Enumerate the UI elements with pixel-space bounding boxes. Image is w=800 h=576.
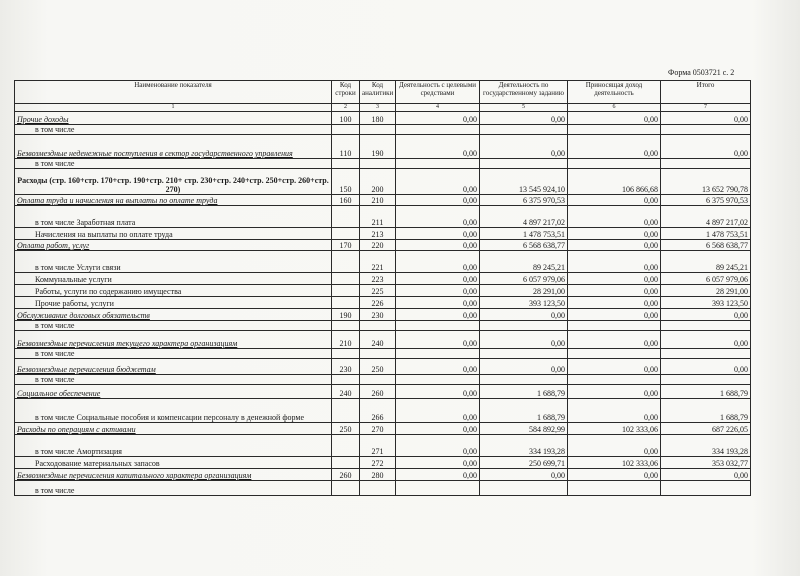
row-value-c4: 0,00 (396, 435, 480, 457)
row-value-c4: 0,00 (396, 457, 480, 469)
row-value-c4: 0,00 (396, 331, 480, 349)
row-name: в том числе (15, 481, 332, 496)
row-value-c6: 0,00 (568, 195, 661, 206)
row-value-c7 (661, 375, 751, 385)
header-targeted: Деятельность с целевыми средствами (396, 81, 480, 104)
row-line-code (332, 349, 360, 359)
table-row (15, 285, 751, 297)
form-number: Форма 0503721 с. 2 (668, 68, 735, 77)
row-line-code: 190 (332, 309, 360, 321)
row-value-c6: 0,00 (568, 297, 661, 309)
row-value-c5: 0,00 (480, 469, 568, 481)
row-analytic-code (360, 125, 396, 135)
row-analytic-code: 250 (360, 359, 396, 375)
row-name: в том числе Социальные пособия и компенсации персоналу в денежной форме (15, 399, 332, 423)
row-name: Расходование материальных запасов (15, 457, 332, 469)
table-row (15, 195, 751, 206)
column-number: 3 (360, 104, 396, 112)
row-value-c5 (480, 125, 568, 135)
row-analytic-code: 270 (360, 423, 396, 435)
row-name: Обслуживание долговых обязательств (15, 309, 332, 321)
column-number: 2 (332, 104, 360, 112)
row-value-c7 (661, 349, 751, 359)
row-value-c4: 0,00 (396, 169, 480, 195)
column-number-row (15, 104, 751, 112)
row-value-c4: 0,00 (396, 297, 480, 309)
row-value-c5: 6 057 979,06 (480, 273, 568, 285)
row-analytic-code: 200 (360, 169, 396, 195)
row-value-c6: 0,00 (568, 273, 661, 285)
row-value-c7: 687 226,05 (661, 423, 751, 435)
row-line-code (332, 481, 360, 496)
row-name: Оплата работ, услуг (15, 240, 332, 251)
row-value-c5: 89 245,21 (480, 251, 568, 273)
row-value-c7: 6 057 979,06 (661, 273, 751, 285)
row-value-c6 (568, 375, 661, 385)
row-analytic-code: 221 (360, 251, 396, 273)
row-value-c7 (661, 321, 751, 331)
row-name: в том числе (15, 349, 332, 359)
table-row (15, 457, 751, 469)
row-value-c6 (568, 321, 661, 331)
table-row (15, 349, 751, 359)
row-value-c5 (480, 159, 568, 169)
table-row (15, 135, 751, 159)
row-line-code: 100 (332, 112, 360, 125)
table-row (15, 125, 751, 135)
row-value-c6 (568, 349, 661, 359)
row-value-c5: 393 123,50 (480, 297, 568, 309)
row-name: в том числе Заработная плата (15, 206, 332, 228)
row-value-c6: 0,00 (568, 135, 661, 159)
row-analytic-code: 210 (360, 195, 396, 206)
header-income: Приносящая доход деятельность (568, 81, 661, 104)
row-line-code: 260 (332, 469, 360, 481)
row-value-c5: 6 375 970,53 (480, 195, 568, 206)
row-name: Коммунальные услуги (15, 273, 332, 285)
row-value-c7: 1 688,79 (661, 385, 751, 399)
row-line-code (332, 457, 360, 469)
row-value-c5 (480, 349, 568, 359)
row-name: в том числе (15, 159, 332, 169)
row-line-code (332, 375, 360, 385)
row-value-c4: 0,00 (396, 273, 480, 285)
header-row (15, 81, 751, 104)
row-value-c5: 6 568 638,77 (480, 240, 568, 251)
row-value-c4: 0,00 (396, 423, 480, 435)
column-number: 7 (661, 104, 751, 112)
row-value-c6: 0,00 (568, 385, 661, 399)
row-value-c4 (396, 125, 480, 135)
row-value-c5 (480, 481, 568, 496)
row-value-c7: 4 897 217,02 (661, 206, 751, 228)
table-row (15, 112, 751, 125)
table-row (15, 399, 751, 423)
row-value-c7: 353 032,77 (661, 457, 751, 469)
row-line-code: 150 (332, 169, 360, 195)
row-value-c4: 0,00 (396, 206, 480, 228)
table-row (15, 359, 751, 375)
row-analytic-code: 180 (360, 112, 396, 125)
row-value-c7: 0,00 (661, 309, 751, 321)
report-table (14, 80, 751, 496)
row-value-c4: 0,00 (396, 251, 480, 273)
header-analytic-code: Код аналитики (360, 81, 396, 104)
table-row (15, 375, 751, 385)
row-name: Безвозмездные перечисления текущего характера организациям (15, 331, 332, 349)
row-value-c4: 0,00 (396, 359, 480, 375)
row-value-c5: 13 545 924,10 (480, 169, 568, 195)
row-line-code (332, 206, 360, 228)
row-value-c4: 0,00 (396, 240, 480, 251)
row-analytic-code (360, 375, 396, 385)
row-line-code: 240 (332, 385, 360, 399)
row-analytic-code: 211 (360, 206, 396, 228)
column-number: 6 (568, 104, 661, 112)
row-line-code: 230 (332, 359, 360, 375)
row-analytic-code: 240 (360, 331, 396, 349)
table-body (15, 112, 751, 496)
row-line-code (332, 297, 360, 309)
row-value-c4 (396, 349, 480, 359)
table-row (15, 481, 751, 496)
row-value-c6: 0,00 (568, 206, 661, 228)
row-name: в том числе (15, 375, 332, 385)
row-value-c4: 0,00 (396, 135, 480, 159)
row-line-code: 210 (332, 331, 360, 349)
row-analytic-code: 220 (360, 240, 396, 251)
row-analytic-code: 226 (360, 297, 396, 309)
row-analytic-code: 280 (360, 469, 396, 481)
row-value-c4: 0,00 (396, 385, 480, 399)
row-name: Оплата труда и начисления на выплаты по оплате труда (15, 195, 332, 206)
row-value-c5: 1 478 753,51 (480, 228, 568, 240)
row-line-code: 250 (332, 423, 360, 435)
row-name: Безвозмездные неденежные поступления в сектор государственного управления (15, 135, 332, 159)
row-value-c7: 6 375 970,53 (661, 195, 751, 206)
row-analytic-code (360, 481, 396, 496)
row-line-code (332, 251, 360, 273)
row-value-c5: 1 688,79 (480, 385, 568, 399)
row-name: Расходы по операциям с активами (15, 423, 332, 435)
row-name: Прочие работы, услуги (15, 297, 332, 309)
row-value-c6: 0,00 (568, 469, 661, 481)
row-value-c6: 0,00 (568, 309, 661, 321)
row-value-c5: 0,00 (480, 359, 568, 375)
row-line-code: 110 (332, 135, 360, 159)
header-line-code: Код строки (332, 81, 360, 104)
row-line-code (332, 159, 360, 169)
row-value-c6: 0,00 (568, 331, 661, 349)
table-row (15, 228, 751, 240)
row-value-c6: 0,00 (568, 359, 661, 375)
table-row (15, 435, 751, 457)
row-value-c6: 0,00 (568, 435, 661, 457)
row-value-c4: 0,00 (396, 285, 480, 297)
header-state-task: Деятельность по государственному заданию (480, 81, 568, 104)
header-name: Наименование показателя (15, 81, 332, 104)
table-row (15, 206, 751, 228)
row-value-c5: 0,00 (480, 135, 568, 159)
table-row (15, 251, 751, 273)
row-name: Работы, услуги по содержанию имущества (15, 285, 332, 297)
row-name: Безвозмездные перечисления бюджетам (15, 359, 332, 375)
row-value-c4 (396, 481, 480, 496)
row-analytic-code: 266 (360, 399, 396, 423)
row-name: Социальное обеспечение (15, 385, 332, 399)
row-name: Прочие доходы (15, 112, 332, 125)
row-value-c7: 1 478 753,51 (661, 228, 751, 240)
row-value-c6: 0,00 (568, 399, 661, 423)
row-value-c5 (480, 321, 568, 331)
row-analytic-code: 213 (360, 228, 396, 240)
row-value-c7: 13 652 790,78 (661, 169, 751, 195)
row-name: в том числе (15, 125, 332, 135)
row-value-c5 (480, 375, 568, 385)
row-value-c7 (661, 159, 751, 169)
row-value-c6: 0,00 (568, 112, 661, 125)
row-value-c7: 0,00 (661, 331, 751, 349)
table-row (15, 273, 751, 285)
table-row (15, 297, 751, 309)
row-value-c6: 102 333,06 (568, 457, 661, 469)
row-value-c5: 334 193,28 (480, 435, 568, 457)
row-analytic-code: 272 (360, 457, 396, 469)
row-name: в том числе Амортизация (15, 435, 332, 457)
row-value-c4: 0,00 (396, 309, 480, 321)
row-value-c5: 1 688,79 (480, 399, 568, 423)
row-line-code (332, 399, 360, 423)
row-value-c7: 89 245,21 (661, 251, 751, 273)
row-value-c6: 0,00 (568, 251, 661, 273)
row-name: в том числе Услуги связи (15, 251, 332, 273)
table-row (15, 169, 751, 195)
row-analytic-code (360, 349, 396, 359)
row-value-c4 (396, 375, 480, 385)
row-value-c4: 0,00 (396, 112, 480, 125)
row-value-c6: 0,00 (568, 228, 661, 240)
row-line-code (332, 321, 360, 331)
row-value-c5: 0,00 (480, 309, 568, 321)
row-value-c4: 0,00 (396, 228, 480, 240)
row-value-c5: 4 897 217,02 (480, 206, 568, 228)
row-value-c6 (568, 159, 661, 169)
table-row (15, 321, 751, 331)
row-line-code (332, 285, 360, 297)
row-value-c4 (396, 321, 480, 331)
table-row (15, 159, 751, 169)
row-line-code: 160 (332, 195, 360, 206)
row-value-c5: 28 291,00 (480, 285, 568, 297)
row-analytic-code: 260 (360, 385, 396, 399)
row-value-c5: 250 699,71 (480, 457, 568, 469)
row-value-c7: 28 291,00 (661, 285, 751, 297)
row-value-c4: 0,00 (396, 399, 480, 423)
column-number: 5 (480, 104, 568, 112)
row-line-code (332, 125, 360, 135)
row-value-c6: 106 866,68 (568, 169, 661, 195)
row-value-c7: 1 688,79 (661, 399, 751, 423)
column-number: 4 (396, 104, 480, 112)
row-value-c7: 393 123,50 (661, 297, 751, 309)
row-name: в том числе (15, 321, 332, 331)
row-value-c6 (568, 481, 661, 496)
row-value-c5: 584 892,99 (480, 423, 568, 435)
row-value-c7: 0,00 (661, 359, 751, 375)
row-value-c7: 6 568 638,77 (661, 240, 751, 251)
row-value-c7: 0,00 (661, 469, 751, 481)
row-value-c6: 0,00 (568, 240, 661, 251)
row-value-c7 (661, 481, 751, 496)
row-value-c6: 102 333,06 (568, 423, 661, 435)
row-line-code (332, 228, 360, 240)
row-value-c7 (661, 125, 751, 135)
row-value-c4: 0,00 (396, 195, 480, 206)
row-value-c7: 334 193,28 (661, 435, 751, 457)
row-analytic-code (360, 321, 396, 331)
row-analytic-code (360, 159, 396, 169)
table-row (15, 423, 751, 435)
row-analytic-code: 223 (360, 273, 396, 285)
row-line-code (332, 273, 360, 285)
row-analytic-code: 271 (360, 435, 396, 457)
row-name: Расходы (стр. 160+стр. 170+стр. 190+стр. 210+ стр. 230+стр. 240+стр. 250+стр. 260+стр. 270) (15, 169, 332, 195)
column-number: 1 (15, 104, 332, 112)
table-row (15, 469, 751, 481)
table-row (15, 309, 751, 321)
row-value-c5: 0,00 (480, 331, 568, 349)
row-value-c6 (568, 125, 661, 135)
row-value-c5: 0,00 (480, 112, 568, 125)
row-value-c4 (396, 159, 480, 169)
row-line-code: 170 (332, 240, 360, 251)
row-value-c7: 0,00 (661, 135, 751, 159)
table-row (15, 385, 751, 399)
row-value-c4: 0,00 (396, 469, 480, 481)
row-value-c7: 0,00 (661, 112, 751, 125)
row-analytic-code: 225 (360, 285, 396, 297)
row-analytic-code: 230 (360, 309, 396, 321)
row-value-c6: 0,00 (568, 285, 661, 297)
row-line-code (332, 435, 360, 457)
table-row (15, 240, 751, 251)
row-name: Начисления на выплаты по оплате труда (15, 228, 332, 240)
row-analytic-code: 190 (360, 135, 396, 159)
table-row (15, 331, 751, 349)
header-total: Итого (661, 81, 751, 104)
row-name: Безвозмездные перечисления капитального характера организациям (15, 469, 332, 481)
